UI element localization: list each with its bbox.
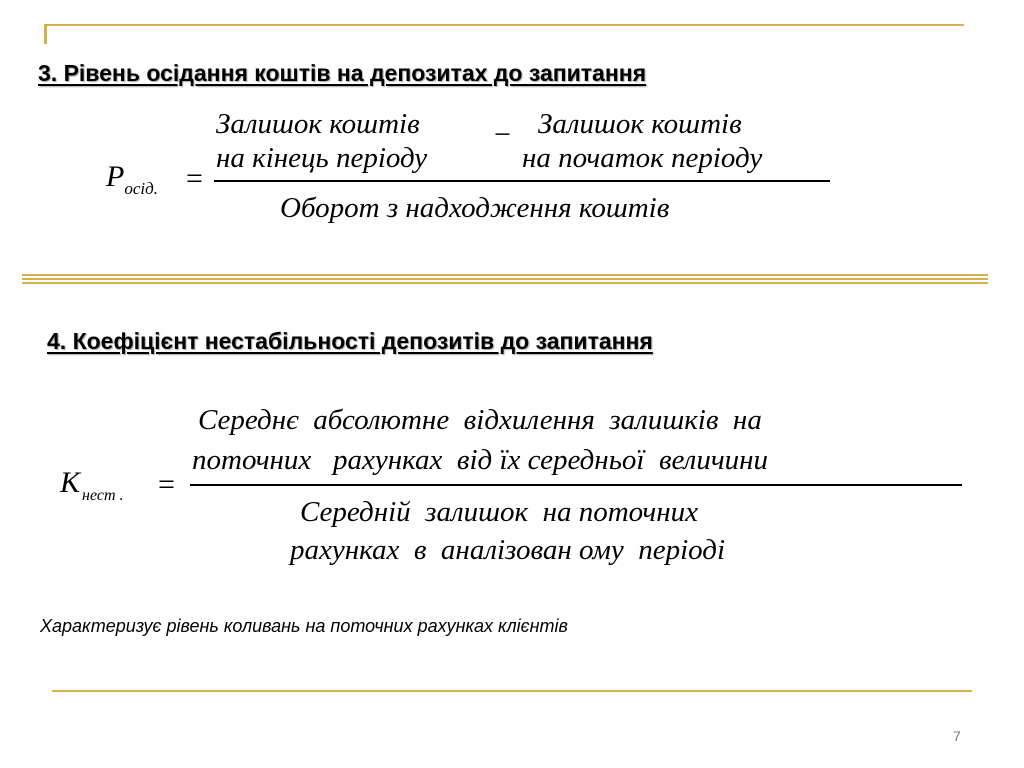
section3-denominator: Оборот з надходження коштів bbox=[280, 192, 670, 224]
separator-top bbox=[22, 274, 988, 276]
section3-fraction-line bbox=[214, 180, 830, 182]
separator-bottom bbox=[22, 282, 988, 284]
section3-equals: = bbox=[186, 162, 203, 195]
section3-symbol-sub: осід. bbox=[124, 179, 158, 198]
section4-den-line-2: рахунках в аналізован ому періоді bbox=[290, 534, 726, 566]
separator-middle bbox=[22, 278, 988, 280]
section4-num-line-2: поточних рахунках від їх середньої величини bbox=[192, 444, 769, 476]
section3-num-left-1: Залишок коштів bbox=[216, 108, 420, 140]
section3-symbol-main: P bbox=[106, 160, 125, 193]
section4-heading: 4. Коефіцієнт нестабільності депозитів до запитання bbox=[47, 328, 653, 354]
section3-num-left-2: на кінець періоду bbox=[216, 142, 428, 174]
section3-num-right-1: Залишок коштів bbox=[538, 108, 742, 140]
section3-num-right-2: на початок періоду bbox=[522, 142, 763, 174]
page-number: 7 bbox=[953, 728, 961, 744]
section4-fraction-line bbox=[190, 484, 962, 486]
section4-note: Характеризує рівень коливань на поточних рахунках клієнтів bbox=[40, 616, 568, 636]
section4-symbol-main: K bbox=[60, 466, 81, 499]
section3-minus: − bbox=[494, 118, 511, 151]
section4-symbol-sub: нест . bbox=[82, 487, 124, 504]
section3-heading: 3. Рівень осідання коштів на депозитах до запитання bbox=[38, 60, 647, 86]
bottom-rule bbox=[52, 690, 972, 692]
section4-den-line-1: Середній залишок на поточних bbox=[300, 496, 699, 528]
section3-symbol bbox=[106, 160, 158, 198]
section4-num-line-1: Середнє абсолютне відхилення залишків на bbox=[198, 404, 762, 436]
section4-equals: = bbox=[158, 468, 175, 501]
top-rule bbox=[44, 24, 964, 26]
top-left-corner bbox=[44, 24, 47, 44]
section4-symbol bbox=[60, 466, 124, 504]
